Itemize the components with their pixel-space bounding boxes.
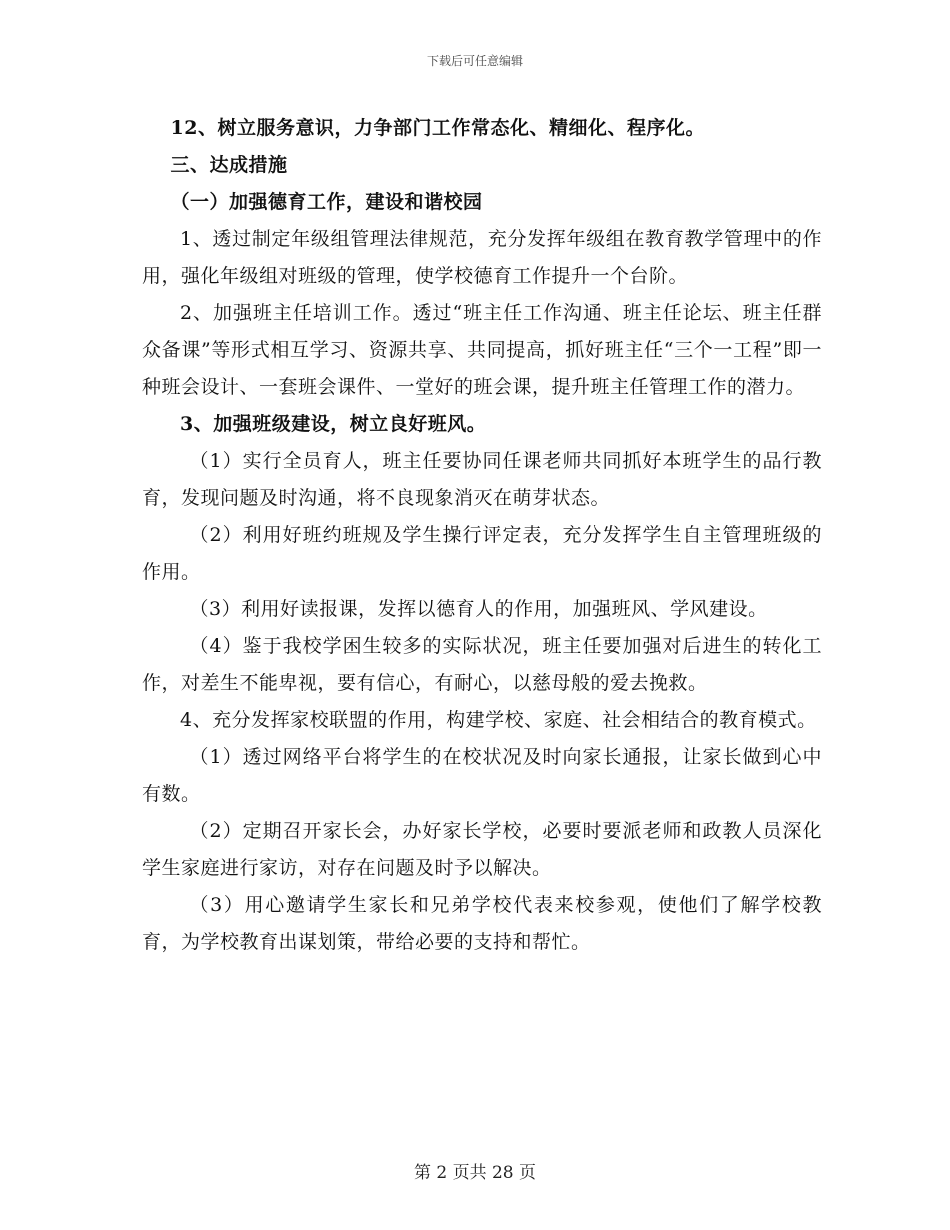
paragraph-item-4-3: （3）用心邀请学生家长和兄弟学校代表来校参观，使他们了解学校教育，为学校教育出谋划策，带给必要的支持和帮忙。 bbox=[142, 894, 822, 953]
paragraph-item-4-2: （2）定期召开家长会，办好家长学校，必要时要派老师和政教人员深化学生家庭进行家访，对存在问题及时予以解决。 bbox=[142, 820, 822, 879]
document-body bbox=[142, 110, 822, 961]
paragraph-item-3-1: （1）实行全员育人，班主任要协同任课老师共同抓好本班学生的品行教育，发现问题及时沟通，将不良现象消灭在萌芽状态。 bbox=[142, 450, 822, 509]
paragraph-item-2: 2、加强班主任培训工作。透过“班主任工作沟通、班主任论坛、班主任群众备课”等形式相互学习、资源共享、共同提高，抓好班主任“三个一工程”即一种班会设计、一套班会课件、一堂好的班会课，提升班主任管理工作的潜力。 bbox=[142, 302, 822, 398]
paragraph-item-1: 1、透过制定年级组管理法律规范，充分发挥年级组在教育教学管理中的作用，强化年级组对班级的管理，使学校德育工作提升一个台阶。 bbox=[142, 228, 822, 287]
section-heading-measures: 三、达成措施 bbox=[170, 154, 288, 176]
paragraph-item-3-3: （3）利用好读报课，发挥以德育人的作用，加强班风、学风建设。 bbox=[189, 598, 768, 620]
subsection-heading-moral-education: （一）加强德育工作，建设和谐校园 bbox=[170, 191, 483, 213]
paragraph-item-3-heading: 3、加强班级建设，树立良好班风。 bbox=[180, 413, 487, 435]
paragraph-item-3-2: （2）利用好班约班规及学生操行评定表，充分发挥学生自主管理班级的作用。 bbox=[142, 524, 822, 583]
page-header-note: 下载后可任意编辑 bbox=[426, 54, 523, 68]
page-number: 第 2 页共 28 页 bbox=[413, 1163, 537, 1183]
paragraph-item-4-1: （1）透过网络平台将学生的在校状况及时向家长通报，让家长做到心中有数。 bbox=[142, 746, 822, 805]
paragraph-item-4: 4、充分发挥家校联盟的作用，构建学校、家庭、社会相结合的教育模式。 bbox=[180, 709, 817, 731]
paragraph-item-3-4: （4）鉴于我校学困生较多的实际状况，班主任要加强对后进生的转化工作，对差生不能卑视，要有信心，有耐心，以慈母般的爱去挽救。 bbox=[142, 635, 822, 694]
paragraph-item-12: 12、树立服务意识，力争部门工作常态化、精细化、程序化。 bbox=[170, 117, 705, 139]
